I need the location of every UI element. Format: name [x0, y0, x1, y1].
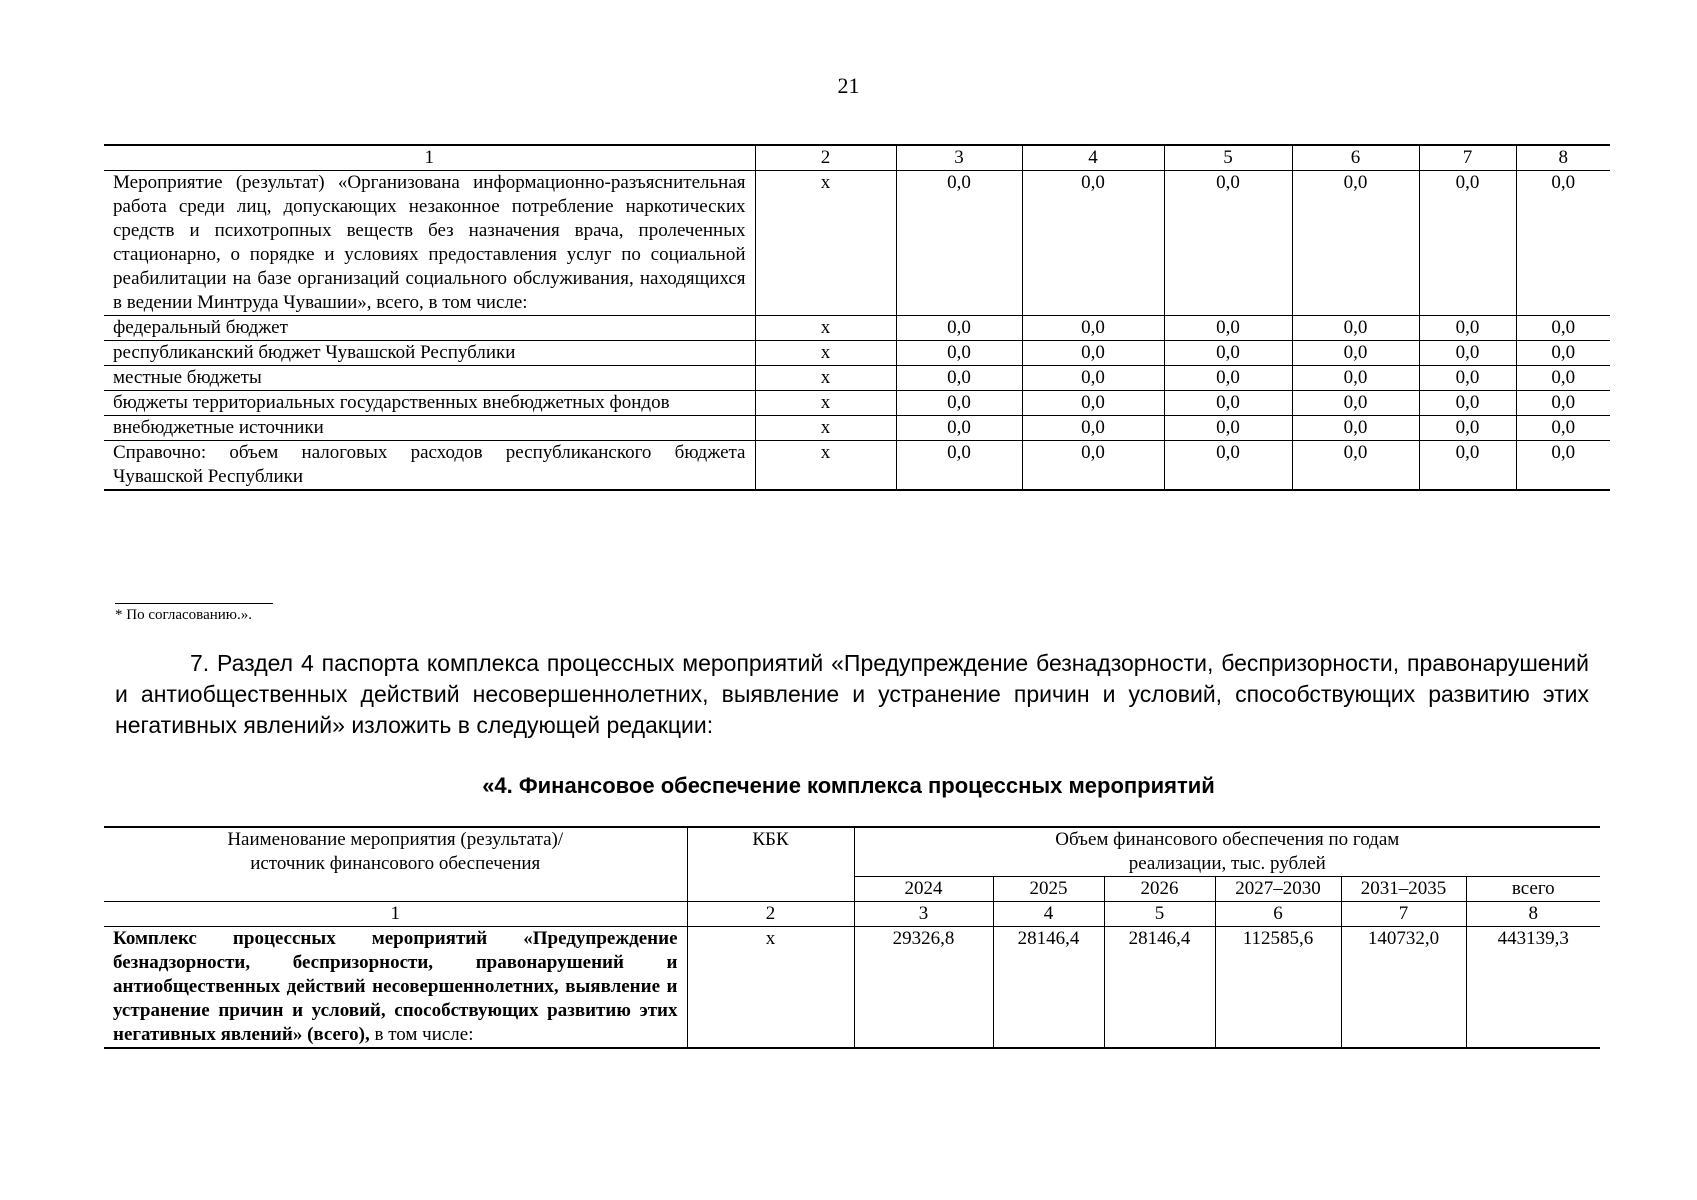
row-value: 0,0 [896, 316, 1022, 341]
row-name-bold: Комплекс процессных мероприятий «Предупреждение безнадзорности, беспризорности, правонарушений и антиобщественных действий несовершеннолетних, выявление и устранение причин и условий, способствующих развитию этих негативных явлений» (всего), [113, 928, 678, 1045]
row-value: 0,0 [1022, 316, 1164, 341]
header-year: 2027–2030 [1215, 877, 1341, 902]
row-value: 29326,8 [854, 927, 993, 1049]
footnote-divider [115, 603, 273, 604]
row-value: 0,0 [1419, 366, 1516, 391]
column-number: 7 [1419, 145, 1516, 171]
row-value: 0,0 [1022, 171, 1164, 316]
row-value: 0,0 [1292, 391, 1419, 416]
row-name: местные бюджеты [104, 366, 755, 391]
row-value: 0,0 [1516, 316, 1610, 341]
column-number: 8 [1466, 902, 1600, 927]
column-number: 2 [687, 902, 854, 927]
header-total: всего [1466, 877, 1600, 902]
row-value: 0,0 [896, 416, 1022, 441]
row-value: 0,0 [1164, 366, 1292, 391]
table-row [104, 441, 1610, 491]
row-value: 0,0 [1419, 416, 1516, 441]
row-value: 0,0 [1022, 341, 1164, 366]
table-number-row [104, 902, 1600, 927]
header-year: 2025 [993, 877, 1104, 902]
row-name: республиканский бюджет Чувашской Республики [104, 341, 755, 366]
row-kbk: х [755, 341, 896, 366]
row-value: 0,0 [896, 391, 1022, 416]
header-year: 2024 [854, 877, 993, 902]
row-value: 0,0 [1022, 416, 1164, 441]
row-value: 0,0 [1022, 366, 1164, 391]
section-title: «4. Финансовое обеспечение комплекса процессных мероприятий [482, 773, 1215, 798]
column-number: 5 [1164, 145, 1292, 171]
row-value: 0,0 [1419, 171, 1516, 316]
row-value: 443139,3 [1466, 927, 1600, 1049]
row-kbk: х [755, 416, 896, 441]
row-kbk: х [755, 391, 896, 416]
row-value: 0,0 [1164, 391, 1292, 416]
row-value: 0,0 [1292, 416, 1419, 441]
row-name: Справочно: объем налоговых расходов республиканского бюджета Чувашской Республики [104, 441, 755, 491]
row-value: 0,0 [1516, 171, 1610, 316]
column-number: 1 [104, 145, 755, 171]
header-year: 2026 [1104, 877, 1215, 902]
financing-table-continued [104, 144, 1610, 491]
row-value: 112585,6 [1215, 927, 1341, 1049]
row-value: 0,0 [1022, 391, 1164, 416]
row-value: 0,0 [1419, 391, 1516, 416]
row-name: Мероприятие (результат) «Организована информационно-разъяснительная работа среди лиц, допускающих незаконное потребление наркотических средств и психотропных веществ без назначения врача, пролеченных стационарно, о порядке и условиях предоставления услуг по социальной реабилитации на базе организаций социального обслуживания, находящихся в ведении Минтруда Чувашии», всего, в том числе: [104, 171, 755, 316]
row-value: 0,0 [1164, 171, 1292, 316]
row-name: внебюджетные источники [104, 416, 755, 441]
column-number: 8 [1516, 145, 1610, 171]
row-value: 0,0 [1419, 341, 1516, 366]
table-header-row [104, 827, 1600, 877]
column-number: 4 [993, 902, 1104, 927]
amendment-paragraph: 7. Раздел 4 паспорта комплекса процессных мероприятий «Предупреждение безнадзорности, беспризорности, правонарушений и антиобщественных действий несовершеннолетних, выявление и устранение причин и условий, способствующих развитию этих негативных явлений» изложить в следующей редакции: [115, 650, 1589, 738]
column-number: 2 [755, 145, 896, 171]
row-value: 0,0 [1516, 341, 1610, 366]
row-value: 0,0 [1292, 316, 1419, 341]
row-value: 0,0 [1292, 441, 1419, 491]
financing-table [104, 826, 1600, 1049]
header-financing-volume: Объем финансового обеспечения по годам реализации, тыс. рублей [854, 827, 1600, 877]
row-kbk: х [755, 316, 896, 341]
row-name: федеральный бюджет [104, 316, 755, 341]
column-number: 3 [896, 145, 1022, 171]
row-value: 0,0 [1164, 416, 1292, 441]
row-value: 0,0 [1292, 341, 1419, 366]
table-row [104, 416, 1610, 441]
row-kbk: х [755, 366, 896, 391]
row-kbk: х [755, 171, 896, 316]
column-number: 6 [1215, 902, 1341, 927]
row-value: 0,0 [896, 341, 1022, 366]
column-number: 1 [104, 902, 687, 927]
table-header-row [104, 145, 1610, 171]
header-kbk: КБК [687, 827, 854, 902]
row-value: 0,0 [896, 366, 1022, 391]
row-value: 0,0 [1516, 366, 1610, 391]
table-row [104, 391, 1610, 416]
header-name: Наименование мероприятия (результата)/ источник финансового обеспечения [104, 827, 687, 902]
row-kbk: х [755, 441, 896, 491]
row-value: 140732,0 [1341, 927, 1466, 1049]
table-row [104, 366, 1610, 391]
footnote: * По согласованию.». [115, 607, 252, 623]
row-value: 0,0 [1516, 391, 1610, 416]
table-row [104, 341, 1610, 366]
row-value: 0,0 [1292, 366, 1419, 391]
table-row [104, 171, 1610, 316]
row-value: 0,0 [1516, 416, 1610, 441]
row-value: 0,0 [1164, 341, 1292, 366]
column-number: 5 [1104, 902, 1215, 927]
row-value: 0,0 [1516, 441, 1610, 491]
row-value: 28146,4 [993, 927, 1104, 1049]
row-name [104, 927, 687, 1049]
row-kbk: х [687, 927, 854, 1049]
row-value: 0,0 [896, 171, 1022, 316]
header-year: 2031–2035 [1341, 877, 1466, 902]
column-number: 7 [1341, 902, 1466, 927]
row-value: 0,0 [1164, 441, 1292, 491]
row-value: 0,0 [1419, 441, 1516, 491]
row-value: 28146,4 [1104, 927, 1215, 1049]
page-number: 21 [837, 73, 860, 98]
row-value: 0,0 [1022, 441, 1164, 491]
row-value: 0,0 [1292, 171, 1419, 316]
row-value: 0,0 [1419, 316, 1516, 341]
column-number: 3 [854, 902, 993, 927]
table-row [104, 316, 1610, 341]
row-value: 0,0 [896, 441, 1022, 491]
row-name: бюджеты территориальных государственных внебюджетных фондов [104, 391, 755, 416]
table-row [104, 927, 1600, 1049]
row-name-tail: в том числе: [374, 1024, 474, 1045]
column-number: 4 [1022, 145, 1164, 171]
row-value: 0,0 [1164, 316, 1292, 341]
column-number: 6 [1292, 145, 1419, 171]
